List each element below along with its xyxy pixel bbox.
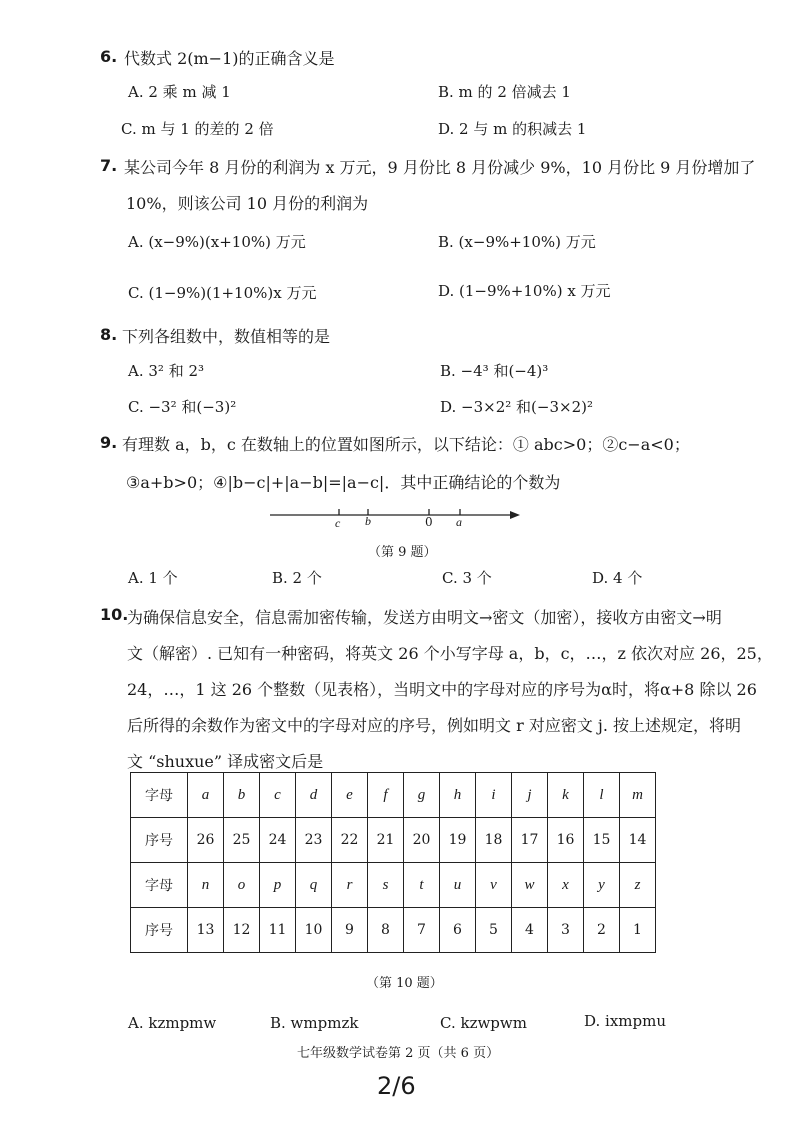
letter-cell: f	[368, 773, 404, 818]
letter-cell: i	[476, 773, 512, 818]
letter-cell: t	[404, 863, 440, 908]
q8-number: 8.	[100, 325, 118, 344]
table-header-index: 序号	[131, 908, 188, 953]
letter-cell: k	[548, 773, 584, 818]
letter-cell: e	[332, 773, 368, 818]
q7-stem-line1: 某公司今年 8 月份的利润为 x 万元，9 月份比 8 月份减少 9%，10 月份比 9 月份增加了	[124, 158, 756, 177]
letter-cell: x	[548, 863, 584, 908]
q7-option-c: C. (1−9%)(1+10%)x 万元	[128, 284, 317, 302]
axis-label-c: c	[335, 516, 341, 530]
q8-option-b: B. −4³ 和(−4)³	[440, 362, 549, 380]
letter-cell: m	[620, 773, 656, 818]
index-cell: 20	[404, 818, 440, 863]
q10-caption: （第 10 题）	[366, 976, 443, 991]
index-cell: 22	[332, 818, 368, 863]
q7-option-d: D. (1−9%+10%) x 万元	[438, 282, 611, 300]
letter-cell: w	[512, 863, 548, 908]
letter-cell: l	[584, 773, 620, 818]
letter-cell: s	[368, 863, 404, 908]
q10-line3: 24，…，1 这 26 个整数（见表格），当明文中的字母对应的序号为α时，将α+8 除以 26	[127, 680, 757, 699]
index-cell: 9	[332, 908, 368, 953]
index-cell: 3	[548, 908, 584, 953]
q9-option-c: C. 3 个	[442, 569, 492, 587]
index-cell: 5	[476, 908, 512, 953]
letter-cell: g	[404, 773, 440, 818]
q9-option-b: B. 2 个	[272, 569, 322, 587]
index-cell: 1	[620, 908, 656, 953]
index-cell: 25	[224, 818, 260, 863]
letter-cell: c	[260, 773, 296, 818]
table-row-letters-2	[131, 863, 656, 908]
index-cell: 18	[476, 818, 512, 863]
letter-cell: u	[440, 863, 476, 908]
letter-cell: r	[332, 863, 368, 908]
index-cell: 16	[548, 818, 584, 863]
q7-stem-line2: 10%，则该公司 10 月份的利润为	[126, 194, 369, 213]
index-cell: 8	[368, 908, 404, 953]
q6-option-a: A. 2 乘 m 减 1	[128, 83, 231, 101]
q9-stem-line2: ③a+b>0；④|b−c|+|a−b|=|a−c|．其中正确结论的个数为	[126, 473, 561, 492]
index-cell: 17	[512, 818, 548, 863]
index-cell: 21	[368, 818, 404, 863]
q8-option-c: C. −3² 和(−3)²	[128, 398, 237, 416]
q9-stem-line1: 有理数 a，b，c 在数轴上的位置如图所示，以下结论：① abc>0；②c−a<0；	[122, 435, 690, 454]
q10-option-d: D. ixmpmu	[584, 1012, 666, 1030]
index-cell: 7	[404, 908, 440, 953]
index-cell: 12	[224, 908, 260, 953]
axis-label-zero: 0	[425, 515, 433, 529]
q10-line4: 后所得的余数作为密文中的字母对应的序号，例如明文 r 对应密文 j. 按上述规定，将明	[127, 716, 742, 735]
axis-label-a: a	[456, 515, 462, 529]
number-line-figure	[268, 505, 524, 531]
letter-cell: b	[224, 773, 260, 818]
page-footer: 七年级数学试卷第 2 页（共 6 页）	[297, 1046, 500, 1061]
q9-option-a: A. 1 个	[128, 569, 178, 587]
cipher-table	[130, 772, 656, 953]
letter-cell: y	[584, 863, 620, 908]
index-cell: 19	[440, 818, 476, 863]
table-header-letter: 字母	[131, 863, 188, 908]
index-cell: 10	[296, 908, 332, 953]
index-cell: 2	[584, 908, 620, 953]
index-cell: 13	[188, 908, 224, 953]
page-indicator: 2/6	[377, 1072, 416, 1100]
index-cell: 26	[188, 818, 224, 863]
axis-label-b: b	[365, 514, 371, 528]
letter-cell: p	[260, 863, 296, 908]
q10-option-a: A. kzmpmw	[128, 1014, 217, 1032]
index-cell: 24	[260, 818, 296, 863]
table-header-index: 序号	[131, 818, 188, 863]
index-cell: 6	[440, 908, 476, 953]
index-cell: 4	[512, 908, 548, 953]
index-cell: 14	[620, 818, 656, 863]
q10-line5: 文 “shuxue” 译成密文后是	[127, 752, 324, 771]
table-row-index-1	[131, 818, 656, 863]
q8-option-a: A. 3² 和 2³	[128, 362, 205, 380]
q8-option-d: D. −3×2² 和(−3×2)²	[440, 398, 593, 416]
letter-cell: n	[188, 863, 224, 908]
q6-option-d: D. 2 与 m 的积减去 1	[438, 120, 587, 138]
table-row-index-2	[131, 908, 656, 953]
q10-option-c: C. kzwpwm	[440, 1014, 527, 1032]
q9-option-d: D. 4 个	[592, 569, 643, 587]
q9-number: 9.	[100, 433, 118, 452]
q7-number: 7.	[100, 156, 118, 175]
letter-cell: j	[512, 773, 548, 818]
q10-line1: 为确保信息安全，信息需加密传输，发送方由明文→密文（加密），接收方由密文→明	[127, 608, 722, 627]
letter-cell: o	[224, 863, 260, 908]
index-cell: 23	[296, 818, 332, 863]
letter-cell: d	[296, 773, 332, 818]
number-line-arrow	[510, 511, 520, 519]
q10-line2: 文（解密）. 已知有一种密码，将英文 26 个小写字母 a，b，c，…，z 依次对应 26，25，	[127, 644, 773, 663]
q7-option-b: B. (x−9%+10%) 万元	[438, 233, 596, 251]
q10-number: 10.	[100, 605, 129, 624]
index-cell: 15	[584, 818, 620, 863]
q6-option-b: B. m 的 2 倍减去 1	[438, 83, 571, 101]
index-cell: 11	[260, 908, 296, 953]
table-header-letter: 字母	[131, 773, 188, 818]
q6-stem: 代数式 2(m−1)的正确含义是	[124, 49, 335, 68]
letter-cell: a	[188, 773, 224, 818]
q7-option-a: A. (x−9%)(x+10%) 万元	[128, 233, 306, 251]
q8-stem: 下列各组数中，数值相等的是	[122, 327, 331, 346]
q6-option-c: C. m 与 1 的差的 2 倍	[121, 120, 274, 138]
letter-cell: q	[296, 863, 332, 908]
letter-cell: z	[620, 863, 656, 908]
letter-cell: h	[440, 773, 476, 818]
table-row-letters-1	[131, 773, 656, 818]
q6-number: 6.	[100, 47, 118, 66]
q9-caption: （第 9 题）	[368, 545, 437, 560]
q10-option-b: B. wmpmzk	[270, 1014, 359, 1032]
letter-cell: v	[476, 863, 512, 908]
